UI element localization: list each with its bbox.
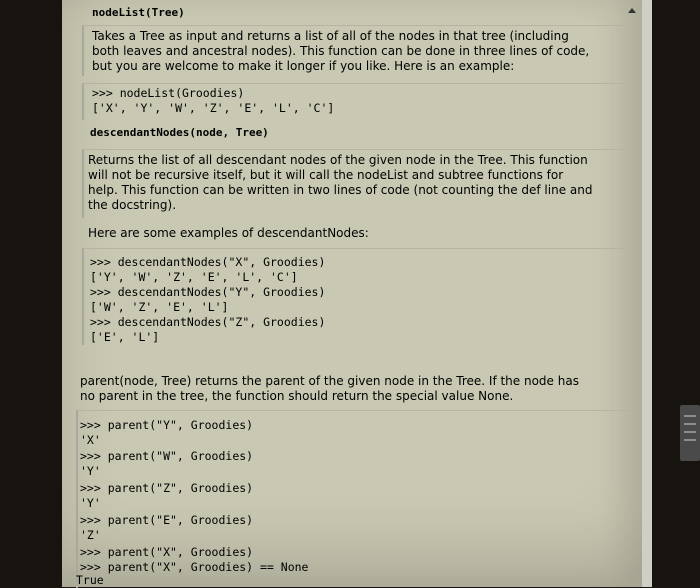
descendantnodes-code-line-2: ['Y', 'W', 'Z', 'E', 'L', 'C'] xyxy=(90,270,298,284)
descendantnodes-description-line-4: the docstring). xyxy=(88,198,177,212)
parent-code-line-2: 'X' xyxy=(80,433,101,447)
nodelist-heading: nodeList(Tree) xyxy=(92,6,185,19)
parent-code-line-11: True xyxy=(76,573,104,587)
nodelist-description-line-2: both leaves and ancestral nodes). This function can be done in three lines of code, xyxy=(92,44,590,58)
nodelist-description-line-3: but you are welcome to make it longer if you like. Here is an example: xyxy=(92,59,515,73)
parent-description-line-1: parent(node, Tree) returns the parent of the given node in the Tree. If the node has xyxy=(80,374,579,388)
scroll-up-arrow-icon[interactable] xyxy=(628,8,636,13)
descendantnodes-heading: descendantNodes(node, Tree) xyxy=(90,126,269,139)
descendantnodes-code-line-4: ['W', 'Z', 'E', 'L'] xyxy=(90,300,229,314)
parent-code-line-1: >>> parent("Y", Groodies) xyxy=(80,418,254,432)
descendantnodes-code-line-5: >>> descendantNodes("Z", Groodies) xyxy=(90,315,326,329)
descendantnodes-code-line-6: ['E', 'L'] xyxy=(90,330,160,344)
parent-description-line-2: no parent in the tree, the function should return the special value None. xyxy=(80,389,514,403)
parent-code-line-9: >>> parent("X", Groodies) xyxy=(80,545,254,559)
parent-code-line-3: >>> parent("W", Groodies) xyxy=(80,449,254,463)
parent-code-line-8: 'Z' xyxy=(80,528,101,542)
parent-code-line-6: 'Y' xyxy=(80,496,101,510)
descendantnodes-description-line-3: help. This function can be written in two lines of code (not counting the def line and xyxy=(88,183,593,197)
parent-code-line-10: >>> parent("X", Groodies) == None xyxy=(80,560,309,574)
descendantnodes-description-line-2: will not be recursive itself, but it will call the nodeList and subtree functions for xyxy=(88,168,564,182)
parent-code-line-7: >>> parent("E", Groodies) xyxy=(80,513,254,527)
nodelist-code-line-2: ['X', 'Y', 'W', 'Z', 'E', 'L', 'C'] xyxy=(92,101,335,115)
descendantnodes-examples-intro: Here are some examples of descendantNodes: xyxy=(88,226,369,240)
descendantnodes-description-line-1: Returns the list of all descendant nodes of the given node in the Tree. This function xyxy=(88,153,588,167)
nodelist-code-line-1: >>> nodeList(Groodies) xyxy=(92,86,245,100)
descendantnodes-code-line-3: >>> descendantNodes("Y", Groodies) xyxy=(90,285,326,299)
parent-code-line-4: 'Y' xyxy=(80,464,101,478)
nodelist-description-line-1: Takes a Tree as input and returns a list of all of the nodes in that tree (including xyxy=(92,29,569,43)
parent-code-line-5: >>> parent("Z", Groodies) xyxy=(80,481,254,495)
scrollbar-track[interactable] xyxy=(642,0,652,587)
descendantnodes-code-line-1: >>> descendantNodes("X", Groodies) xyxy=(90,255,326,269)
side-device-edge xyxy=(680,405,700,461)
